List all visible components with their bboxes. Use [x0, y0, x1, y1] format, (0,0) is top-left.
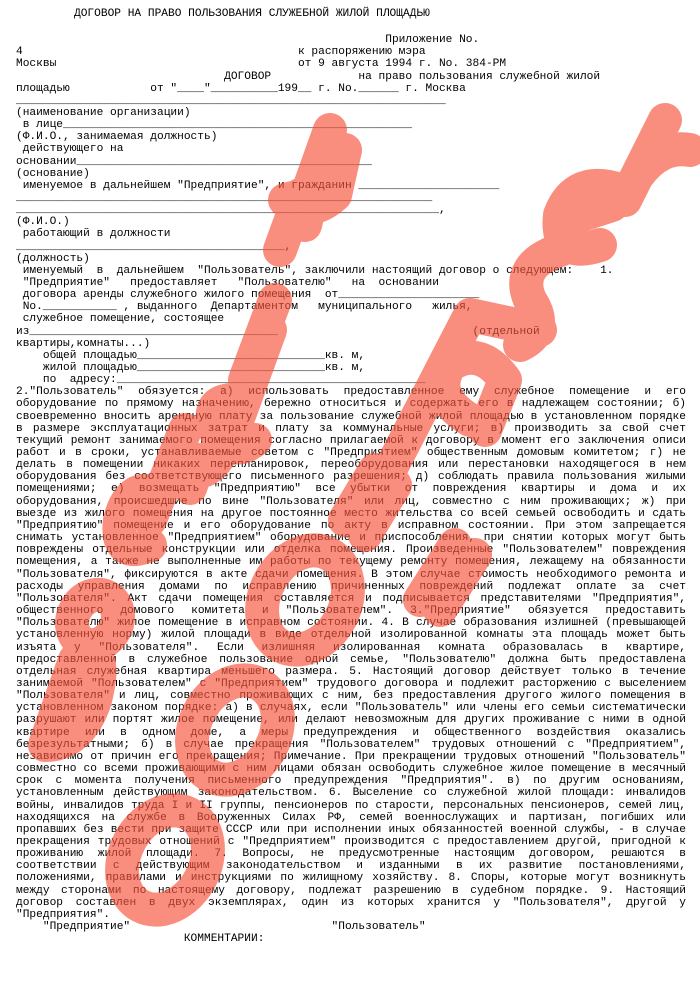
header-line: 4 к распоряжению мэра	[16, 46, 426, 59]
header-line: (основание)	[16, 167, 90, 180]
header-line: No.___________ , выданного Департаментом муниципального жилья,	[16, 301, 473, 314]
header-line: ________________________________________,	[16, 240, 292, 253]
signature-line: "Предприятие" "Пользователь"	[16, 921, 426, 934]
header-line: ________________________________________________________________	[16, 94, 446, 107]
header-line: по адресу:______________________________________________	[16, 374, 426, 387]
header-line: _______________________________________________________________,	[16, 204, 446, 217]
header-line: квартиры,комнаты...)	[16, 337, 151, 350]
header-line: (должность)	[16, 252, 90, 265]
header-block	[16, 34, 686, 386]
header-line: (Ф.И.О., занимаемая должность)	[16, 131, 218, 144]
header-line: площадью от "____"__________199__ г. No.______ г. Москва	[16, 82, 466, 95]
document-title: ДОГОВОР НА ПРАВО ПОЛЬЗОВАНИЯ СЛУЖЕБНОЙ ЖИЛОЙ ПЛОЩАДЬЮ	[74, 8, 430, 20]
document	[16, 8, 686, 945]
header-line: Москвы от 9 августа 1994 г. No. 384-РМ	[16, 58, 507, 71]
header-line: (Ф.И.О.)	[16, 216, 70, 229]
header-line: ДОГОВОР на право пользования служебной жилой	[16, 70, 601, 83]
comments-heading: КОММЕНТАРИИ:	[16, 933, 265, 946]
header-line: ______________________________________________________________	[16, 191, 433, 204]
header-line: общей площадью____________________________кв. м,	[16, 349, 366, 362]
signature-block	[16, 921, 686, 945]
header-line: именуемое в дальнейшем "Предприятие", и гражданин _____________________	[16, 179, 500, 192]
header-line: договора аренды служебного жилого помещения от_____________________	[16, 289, 480, 302]
header-line: (наименование организации)	[16, 106, 191, 119]
header-line: именуемый в дальнейшем "Пользователь", заключили настоящий договор о следующем: 1.	[16, 264, 614, 277]
header-line: основании____________________________________________	[16, 155, 372, 168]
header-line: "Предприятие" предоставляет "Пользователю" на основании	[16, 276, 439, 289]
header-line: служебное помещение, состоящее	[16, 313, 225, 326]
header-line: в лице____________________________________________________	[16, 119, 413, 132]
header-line: Приложение No.	[16, 34, 480, 47]
header-line: из_____________________________________ (отдельной	[16, 325, 540, 338]
header-line: работающий в должности	[16, 228, 171, 241]
contract-body: 2."Пользователь" обязуется: а) использовать предоставленное ему служебное помещение и его оборудование по прямому назначению, бережно относиться и содержать его в надлежащем состоянии; б) своевременно вносить арендную плату за пользование служебной жилой площадью в установленном порядке в размере эксплуатационных затрат и плату за коммунальные услуги; в) производить за свой счет текущий ремонт занимаемого помещения согласно прилагаемой к договору в момент его заключения описи работ и в сроки, устанавливаемые советом с "Предприятием" общественным домовым комитетом; г) не делать в помещении никаких перепланировок, переоборудования или перестановки находящегося в нем оборудования без соответствующего письменного разрешения; д) соблюдать правила пользования жилыми помещениями; е) возмещать "Предприятию" все убытки от повреждения квартиры и дома и их оборудования, происшедшие по вине "Пользователя" или лиц, совместно с ним проживающих; ж) при выезде из жилого помещения на другое постоянное место жительства со всей семьей освободить и сдать "Предприятию" помещение и его оборудование по акту в исправном состоянии. При этом запрещается снимать установленное "Предприятием" оборудование и приспособления, при снятии которых могут быть повреждены отдельные конструкции или отделка помещения. Произведенные "Пользователем" повреждения помещения, а также не выполненные им работы по текущему ремонту помещения, лежащему на обязанности "Пользователя", фиксируются в акте сдачи помещения. В этом случае стоимость необходимого ремонта и расходы управления домами по исправлению причиненных повреждений подлежат оплате за счет "Пользователя". Акт сдачи помещения составляется и подписывается представителями "Предприятия", общественного домового комитета и "Пользователем". 3."Предприятие" обязуется предоставить "Пользователю" жилое помещение в исправном состоянии. 4. В случае образования излишней (превышающей установленную норму) жилой площади в виде отдельной изолированной комнаты эта площадь может быть изъята у "Пользователя". Если излишняя изолированная комната образовалась в квартире, предоставленной в служебное пользование одной семье, "Пользователю" должна быть предоставлена отдельная служебная квартира меньшего размера. 5. Настоящий договор действует только в течение занимаемой "Пользователем" с "Предприятием" трудового договора и подлежит расторжению с выселением "Пользователя" и лиц, совместно проживающих с ним, без предоставления другого жилого помещения в установленном законом порядке: а) в случаях, если "Пользователь" или члены его семьи систематически разрушают или портят жилое помещение, или делают невозможным для других проживание с ними в одной квартире или в одном доме, а меры предупреждения и общественного воздействия оказались безрезультатными; б) в случае прекращения "Пользователем" трудовых отношений с "Предприятием", независимо от причин его прекращения; Примечание. При прекращении трудовых отношений "Пользователь" совместно со всеми проживающими с ним лицами обязан освободить служебное жилое помещение в месячный срок с момента получения письменного предупреждения "Предприятия". в) по другим основаниям, установленным действующим законодательством. 6. Выселение со служебной жилой площади: инвалидов войны, инвалидов труда I и II группы, пенсионеров по старости, персональных пенсионеров, семей лиц, находящихся на службе в Вооруженных Силах РФ, семей военнослужащих и партизан, погибших или пропавших без вести при защите СССР или при исполнении иных обязанностей военной службы, - в случае прекращения трудовых отношений с "Предприятием" производится с предоставлением другой, пригодной к проживанию жилой площади. 7. Вопросы, не предусмотренные настоящим договором, решаются в соответствии с действующим законодательством и изданными в их развитие постановлениями, положениями, правилами и инструкциями по жилищному хозяйству. 8. Споры, которые могут возникнуть между сторонами по настоящему договору, подлежат разрешению в судебном порядке. 9. Настоящий договор составлен в двух экземплярах, один из которых хранится у "Пользователя", другой у "Предприятия".	[16, 386, 686, 921]
header-line: жилой площадью____________________________кв. м,	[16, 361, 366, 374]
header-line: действующего на	[16, 143, 124, 156]
